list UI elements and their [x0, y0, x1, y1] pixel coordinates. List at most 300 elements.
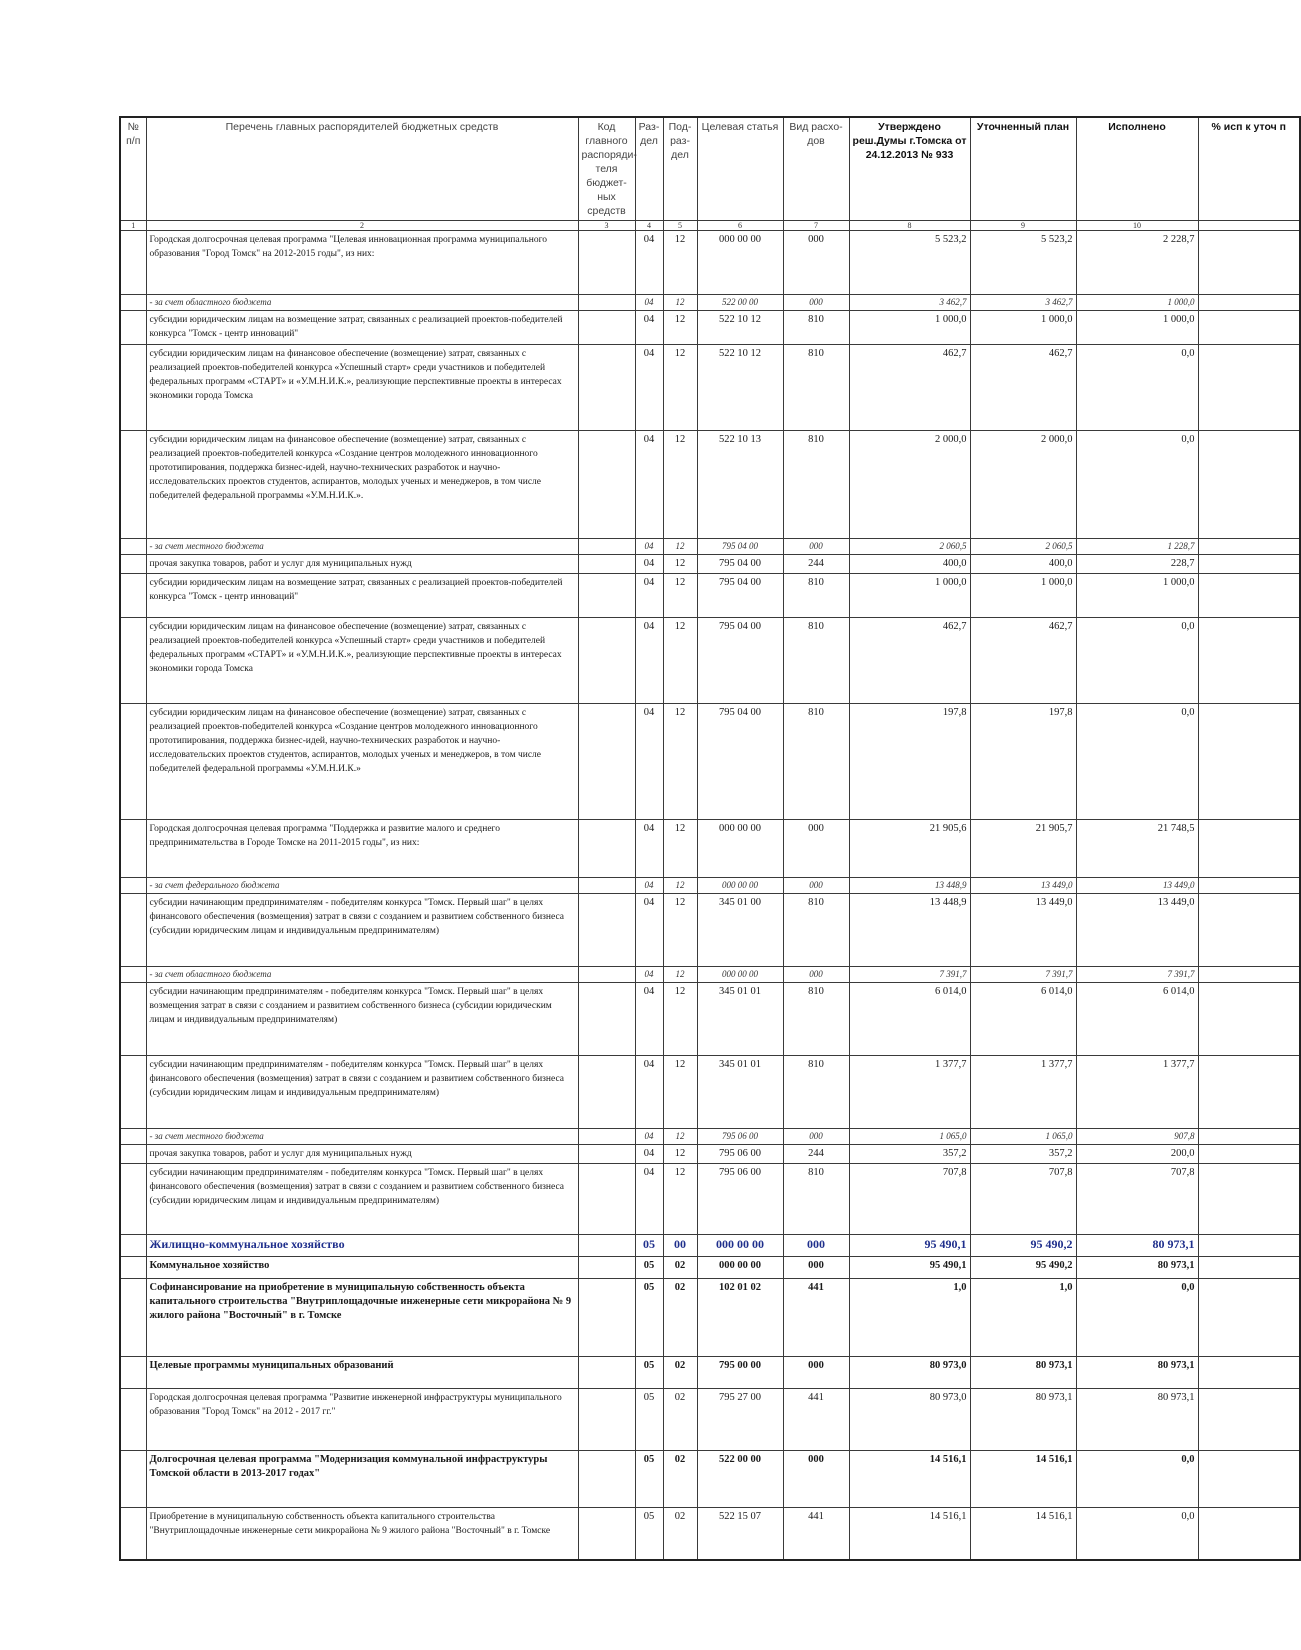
approved-cell: 462,7: [849, 345, 970, 431]
vid-cell: 000: [783, 1235, 849, 1257]
podrazdel-cell: 02: [663, 1389, 697, 1451]
name-cell: прочая закупка товаров, работ и услуг для муниципальных нужд: [146, 1145, 578, 1164]
executed-cell: 0,0: [1076, 1508, 1198, 1560]
num-cell: [120, 1129, 146, 1145]
name-cell: Городская долгосрочная целевая программа "Поддержка и развитие малого и среднего предпринимательства в Городе Томске на 2011-2015 годы", из них:: [146, 820, 578, 878]
num-cell: [120, 894, 146, 967]
name-cell: Городская долгосрочная целевая программа "Целевая инновационная программа муниципального образования "Город Томск" на 2012-2015 годы", из них:: [146, 231, 578, 295]
code-cell: [578, 1279, 635, 1357]
num-cell: [120, 1164, 146, 1235]
code-cell: [578, 878, 635, 894]
stat-cell: 795 04 00: [697, 704, 783, 820]
percent-cell: [1198, 574, 1300, 618]
name-cell: Долгосрочная целевая программа "Модернизация коммунальной инфраструктуры Томской области в 2013-2017 годах": [146, 1451, 578, 1508]
approved-cell: 5 523,2: [849, 231, 970, 295]
code-cell: [578, 1257, 635, 1279]
executed-cell: 2 228,7: [1076, 231, 1198, 295]
header-num: № п/п: [120, 117, 146, 221]
num-cell: [120, 1056, 146, 1129]
code-cell: [578, 1145, 635, 1164]
stat-cell: 795 04 00: [697, 618, 783, 704]
stat-cell: 345 01 01: [697, 983, 783, 1056]
razdel-cell: 04: [635, 1164, 663, 1235]
razdel-cell: 04: [635, 820, 663, 878]
col-number: 10: [1076, 221, 1198, 231]
podrazdel-cell: 02: [663, 1357, 697, 1389]
razdel-cell: 05: [635, 1508, 663, 1560]
num-cell: [120, 618, 146, 704]
plan-cell: 5 523,2: [970, 231, 1076, 295]
table-row: [120, 311, 1300, 345]
column-number-row: [120, 221, 1300, 231]
name-cell: Коммунальное хозяйство: [146, 1257, 578, 1279]
header-plan: Уточненный план: [970, 117, 1076, 221]
percent-cell: [1198, 1056, 1300, 1129]
executed-cell: 0,0: [1076, 618, 1198, 704]
podrazdel-cell: 12: [663, 820, 697, 878]
percent-cell: [1198, 1451, 1300, 1508]
vid-cell: 441: [783, 1508, 849, 1560]
table-row: [120, 1257, 1300, 1279]
vid-cell: 441: [783, 1389, 849, 1451]
vid-cell: 000: [783, 820, 849, 878]
num-cell: [120, 704, 146, 820]
podrazdel-cell: 12: [663, 618, 697, 704]
name-cell: субсидии начинающим предпринимателям - победителям конкурса "Томск. Первый шаг" в целях возмещения затрат в связи с созданием и развитием собственного бизнеса (субсидии юридическим лицам и индивидуальным предпринимателям): [146, 983, 578, 1056]
percent-cell: [1198, 1164, 1300, 1235]
col-number: [1198, 221, 1300, 231]
razdel-cell: 04: [635, 574, 663, 618]
vid-cell: 441: [783, 1279, 849, 1357]
table-row: [120, 618, 1300, 704]
podrazdel-cell: 12: [663, 983, 697, 1056]
code-cell: [578, 555, 635, 574]
header-approved: Утверждено реш.Думы г.Томска от 24.12.2013 № 933: [849, 117, 970, 221]
percent-cell: [1198, 555, 1300, 574]
percent-cell: [1198, 618, 1300, 704]
executed-cell: 13 449,0: [1076, 878, 1198, 894]
approved-cell: 357,2: [849, 1145, 970, 1164]
approved-cell: 2 060,5: [849, 539, 970, 555]
podrazdel-cell: 12: [663, 1164, 697, 1235]
num-cell: [120, 574, 146, 618]
approved-cell: 1 065,0: [849, 1129, 970, 1145]
stat-cell: 795 04 00: [697, 574, 783, 618]
approved-cell: 7 391,7: [849, 967, 970, 983]
table-row: [120, 1235, 1300, 1257]
table-row: [120, 1279, 1300, 1357]
budget-table: [119, 116, 1301, 1561]
plan-cell: 1 000,0: [970, 574, 1076, 618]
name-cell: Приобретение в муниципальную собственность объекта капитального строительства "Внутриплощадочные инженерные сети микрорайона № 9 жилого района "Восточный" в г. Томске: [146, 1508, 578, 1560]
executed-cell: 1 228,7: [1076, 539, 1198, 555]
approved-cell: 80 973,0: [849, 1389, 970, 1451]
podrazdel-cell: 02: [663, 1279, 697, 1357]
code-cell: [578, 311, 635, 345]
razdel-cell: 04: [635, 231, 663, 295]
col-number: 9: [970, 221, 1076, 231]
vid-cell: 000: [783, 539, 849, 555]
percent-cell: [1198, 1235, 1300, 1257]
code-cell: [578, 820, 635, 878]
executed-cell: 0,0: [1076, 704, 1198, 820]
razdel-cell: 04: [635, 295, 663, 311]
stat-cell: 000 00 00: [697, 1235, 783, 1257]
podrazdel-cell: 02: [663, 1451, 697, 1508]
approved-cell: 2 000,0: [849, 431, 970, 539]
code-cell: [578, 1389, 635, 1451]
percent-cell: [1198, 1129, 1300, 1145]
executed-cell: 80 973,1: [1076, 1257, 1198, 1279]
percent-cell: [1198, 820, 1300, 878]
approved-cell: 707,8: [849, 1164, 970, 1235]
name-cell: - за счет местного бюджета: [146, 1129, 578, 1145]
podrazdel-cell: 12: [663, 555, 697, 574]
podrazdel-cell: 12: [663, 704, 697, 820]
executed-cell: 1 000,0: [1076, 311, 1198, 345]
header-percent: % исп к уточ п: [1198, 117, 1300, 221]
plan-cell: 400,0: [970, 555, 1076, 574]
stat-cell: 000 00 00: [697, 1257, 783, 1279]
num-cell: [120, 1357, 146, 1389]
stat-cell: 000 00 00: [697, 967, 783, 983]
name-cell: субсидии юридическим лицам на финансовое обеспечение (возмещение) затрат, связанных с реализацией проектов-победителей конкурса «Успешный старт» среди участников и победителей федеральных программ «СТАРТ» и «У.М.Н.И.К.», реализующие перспективные проекты в интересах экономики города Томска: [146, 345, 578, 431]
podrazdel-cell: 12: [663, 574, 697, 618]
plan-cell: 1,0: [970, 1279, 1076, 1357]
num-cell: [120, 878, 146, 894]
header-vid: Вид расхо-дов: [783, 117, 849, 221]
stat-cell: 102 01 02: [697, 1279, 783, 1357]
executed-cell: 0,0: [1076, 1451, 1198, 1508]
razdel-cell: 05: [635, 1235, 663, 1257]
stat-cell: 000 00 00: [697, 878, 783, 894]
plan-cell: 95 490,2: [970, 1235, 1076, 1257]
approved-cell: 1 000,0: [849, 311, 970, 345]
name-cell: прочая закупка товаров, работ и услуг для муниципальных нужд: [146, 555, 578, 574]
table-row: [120, 345, 1300, 431]
code-cell: [578, 1508, 635, 1560]
executed-cell: 0,0: [1076, 345, 1198, 431]
num-cell: [120, 231, 146, 295]
num-cell: [120, 1279, 146, 1357]
plan-cell: 95 490,2: [970, 1257, 1076, 1279]
code-cell: [578, 295, 635, 311]
vid-cell: 810: [783, 1164, 849, 1235]
percent-cell: [1198, 539, 1300, 555]
approved-cell: 1 000,0: [849, 574, 970, 618]
code-cell: [578, 1164, 635, 1235]
plan-cell: 1 377,7: [970, 1056, 1076, 1129]
col-number: 7: [783, 221, 849, 231]
name-cell: субсидии начинающим предпринимателям - победителям конкурса "Томск. Первый шаг" в целях финансового обеспечения (возмещения) затрат в связи с созданием и развитием собственного бизнеса (субсидии юридическим лицам и индивидуальным предпринимателям): [146, 1164, 578, 1235]
podrazdel-cell: 02: [663, 1508, 697, 1560]
vid-cell: 810: [783, 431, 849, 539]
approved-cell: 3 462,7: [849, 295, 970, 311]
table-row: [120, 967, 1300, 983]
code-cell: [578, 967, 635, 983]
approved-cell: 21 905,6: [849, 820, 970, 878]
podrazdel-cell: 12: [663, 1145, 697, 1164]
header-executed: Исполнено: [1076, 117, 1198, 221]
stat-cell: 522 00 00: [697, 295, 783, 311]
approved-cell: 197,8: [849, 704, 970, 820]
num-cell: [120, 820, 146, 878]
podrazdel-cell: 02: [663, 1257, 697, 1279]
vid-cell: 810: [783, 894, 849, 967]
percent-cell: [1198, 967, 1300, 983]
vid-cell: 000: [783, 1451, 849, 1508]
razdel-cell: 04: [635, 983, 663, 1056]
table-row: [120, 295, 1300, 311]
stat-cell: 000 00 00: [697, 820, 783, 878]
vid-cell: 810: [783, 345, 849, 431]
table-row: [120, 878, 1300, 894]
name-cell: - за счет областного бюджета: [146, 967, 578, 983]
header-razdel: Раз-дел: [635, 117, 663, 221]
num-cell: [120, 1451, 146, 1508]
name-cell: субсидии юридическим лицам на возмещение затрат, связанных с реализацией проектов-победителей конкурса "Томск - центр инноваций": [146, 574, 578, 618]
col-number: 8: [849, 221, 970, 231]
plan-cell: 80 973,1: [970, 1389, 1076, 1451]
executed-cell: 228,7: [1076, 555, 1198, 574]
name-cell: Софинансирование на приобретение в муниципальную собственность объекта капитального строительства "Внутриплощадочные инженерные сети микрорайона № 9 жилого района "Восточный" в г. Томске: [146, 1279, 578, 1357]
plan-cell: 357,2: [970, 1145, 1076, 1164]
col-number: 1: [120, 221, 146, 231]
percent-cell: [1198, 1357, 1300, 1389]
vid-cell: 810: [783, 983, 849, 1056]
razdel-cell: 05: [635, 1357, 663, 1389]
code-cell: [578, 1129, 635, 1145]
name-cell: Целевые программы муниципальных образований: [146, 1357, 578, 1389]
razdel-cell: 04: [635, 1145, 663, 1164]
percent-cell: [1198, 1389, 1300, 1451]
podrazdel-cell: 12: [663, 431, 697, 539]
code-cell: [578, 1357, 635, 1389]
num-cell: [120, 431, 146, 539]
plan-cell: 7 391,7: [970, 967, 1076, 983]
code-cell: [578, 431, 635, 539]
razdel-cell: 04: [635, 618, 663, 704]
num-cell: [120, 1508, 146, 1560]
table-row: [120, 555, 1300, 574]
name-cell: субсидии юридическим лицам на финансовое обеспечение (возмещение) затрат, связанных с реализацией проектов-победителей конкурса «Создание центров молодежного инновационного прототипирования, поддержка бизнес-идей, научно-технических разработок и научно-исследовательских проектов студентов, аспирантов, молодых ученых и менеджеров, в том числе победителей федеральной программы «У.М.Н.И.К.».: [146, 431, 578, 539]
col-number: 3: [578, 221, 635, 231]
code-cell: [578, 983, 635, 1056]
plan-cell: 197,8: [970, 704, 1076, 820]
name-cell: - за счет областного бюджета: [146, 295, 578, 311]
vid-cell: 000: [783, 967, 849, 983]
header-row: [120, 117, 1300, 221]
plan-cell: 2 000,0: [970, 431, 1076, 539]
razdel-cell: 05: [635, 1451, 663, 1508]
name-cell: - за счет федерального бюджета: [146, 878, 578, 894]
plan-cell: 13 449,0: [970, 894, 1076, 967]
executed-cell: 907,8: [1076, 1129, 1198, 1145]
approved-cell: 1 377,7: [849, 1056, 970, 1129]
percent-cell: [1198, 311, 1300, 345]
vid-cell: 000: [783, 1357, 849, 1389]
approved-cell: 13 448,9: [849, 894, 970, 967]
table-row: [120, 539, 1300, 555]
razdel-cell: 05: [635, 1279, 663, 1357]
code-cell: [578, 1235, 635, 1257]
podrazdel-cell: 12: [663, 311, 697, 345]
podrazdel-cell: 12: [663, 345, 697, 431]
header-code: Код главного распоряди-теля бюджет-ных средств: [578, 117, 635, 221]
podrazdel-cell: 12: [663, 967, 697, 983]
plan-cell: 14 516,1: [970, 1451, 1076, 1508]
num-cell: [120, 311, 146, 345]
razdel-cell: 04: [635, 704, 663, 820]
table-row: [120, 1389, 1300, 1451]
header-stat: Целевая статья: [697, 117, 783, 221]
vid-cell: 000: [783, 295, 849, 311]
num-cell: [120, 1235, 146, 1257]
stat-cell: 795 06 00: [697, 1164, 783, 1235]
name-cell: субсидии юридическим лицам на возмещение затрат, связанных с реализацией проектов-победителей конкурса "Томск - центр инноваций": [146, 311, 578, 345]
executed-cell: 707,8: [1076, 1164, 1198, 1235]
percent-cell: [1198, 295, 1300, 311]
vid-cell: 810: [783, 1056, 849, 1129]
table-row: [120, 983, 1300, 1056]
razdel-cell: 04: [635, 555, 663, 574]
table-row: [120, 704, 1300, 820]
header-podrazdel: Под-раз-дел: [663, 117, 697, 221]
podrazdel-cell: 12: [663, 1056, 697, 1129]
table-row: [120, 574, 1300, 618]
approved-cell: 95 490,1: [849, 1257, 970, 1279]
plan-cell: 13 449,0: [970, 878, 1076, 894]
name-cell: Жилищно-коммунальное хозяйство: [146, 1235, 578, 1257]
stat-cell: 345 01 00: [697, 894, 783, 967]
podrazdel-cell: 12: [663, 1129, 697, 1145]
stat-cell: 345 01 01: [697, 1056, 783, 1129]
code-cell: [578, 345, 635, 431]
vid-cell: 000: [783, 1257, 849, 1279]
stat-cell: 522 15 07: [697, 1508, 783, 1560]
code-cell: [578, 704, 635, 820]
executed-cell: 200,0: [1076, 1145, 1198, 1164]
razdel-cell: 04: [635, 894, 663, 967]
approved-cell: 1,0: [849, 1279, 970, 1357]
vid-cell: 000: [783, 231, 849, 295]
razdel-cell: 04: [635, 311, 663, 345]
stat-cell: 795 00 00: [697, 1357, 783, 1389]
approved-cell: 14 516,1: [849, 1508, 970, 1560]
header-name: Перечень главных распорядителей бюджетных средств: [146, 117, 578, 221]
name-cell: Городская долгосрочная целевая программа "Развитие инженерной инфраструктуры муниципального образования "Город Томск" на 2012 - 2017 гг.": [146, 1389, 578, 1451]
percent-cell: [1198, 345, 1300, 431]
razdel-cell: 04: [635, 878, 663, 894]
percent-cell: [1198, 231, 1300, 295]
table-row: [120, 431, 1300, 539]
executed-cell: 13 449,0: [1076, 894, 1198, 967]
vid-cell: 810: [783, 704, 849, 820]
table-row: [120, 1451, 1300, 1508]
podrazdel-cell: 12: [663, 231, 697, 295]
approved-cell: 95 490,1: [849, 1235, 970, 1257]
num-cell: [120, 1257, 146, 1279]
code-cell: [578, 231, 635, 295]
executed-cell: 7 391,7: [1076, 967, 1198, 983]
plan-cell: 1 065,0: [970, 1129, 1076, 1145]
plan-cell: 3 462,7: [970, 295, 1076, 311]
table-row: [120, 1508, 1300, 1560]
plan-cell: 21 905,7: [970, 820, 1076, 878]
plan-cell: 1 000,0: [970, 311, 1076, 345]
stat-cell: 522 10 12: [697, 345, 783, 431]
percent-cell: [1198, 878, 1300, 894]
vid-cell: 244: [783, 555, 849, 574]
percent-cell: [1198, 983, 1300, 1056]
approved-cell: 400,0: [849, 555, 970, 574]
vid-cell: 810: [783, 618, 849, 704]
executed-cell: 6 014,0: [1076, 983, 1198, 1056]
stat-cell: 522 10 12: [697, 311, 783, 345]
name-cell: субсидии начинающим предпринимателям - победителям конкурса "Томск. Первый шаг" в целях финансового обеспечения (возмещения) затрат в связи с созданием и развитием собственного бизнеса (субсидии юридическим лицам и индивидуальным предпринимателям): [146, 894, 578, 967]
num-cell: [120, 345, 146, 431]
executed-cell: 21 748,5: [1076, 820, 1198, 878]
col-number: 4: [635, 221, 663, 231]
razdel-cell: 04: [635, 539, 663, 555]
num-cell: [120, 539, 146, 555]
percent-cell: [1198, 894, 1300, 967]
name-cell: субсидии начинающим предпринимателям - победителям конкурса "Томск. Первый шаг" в целях финансового обеспечения (возмещения) затрат в связи с созданием и развитием собственного бизнеса (субсидии юридическим лицам и индивидуальным предпринимателям): [146, 1056, 578, 1129]
code-cell: [578, 539, 635, 555]
approved-cell: 6 014,0: [849, 983, 970, 1056]
razdel-cell: 05: [635, 1389, 663, 1451]
table-row: [120, 1357, 1300, 1389]
num-cell: [120, 983, 146, 1056]
code-cell: [578, 618, 635, 704]
executed-cell: 1 000,0: [1076, 295, 1198, 311]
stat-cell: 000 00 00: [697, 231, 783, 295]
num-cell: [120, 1389, 146, 1451]
approved-cell: 80 973,0: [849, 1357, 970, 1389]
vid-cell: 000: [783, 878, 849, 894]
code-cell: [578, 1056, 635, 1129]
executed-cell: 80 973,1: [1076, 1389, 1198, 1451]
vid-cell: 810: [783, 311, 849, 345]
percent-cell: [1198, 704, 1300, 820]
executed-cell: 0,0: [1076, 431, 1198, 539]
percent-cell: [1198, 1279, 1300, 1357]
podrazdel-cell: 12: [663, 295, 697, 311]
executed-cell: 1 377,7: [1076, 1056, 1198, 1129]
num-cell: [120, 295, 146, 311]
name-cell: субсидии юридическим лицам на финансовое обеспечение (возмещение) затрат, связанных с реализацией проектов-победителей конкурса «Успешный старт» среди участников и победителей федеральных программ «СТАРТ» и «У.М.Н.И.К.», реализующие перспективные проекты в интересах экономики города Томска: [146, 618, 578, 704]
table-row: [120, 1164, 1300, 1235]
approved-cell: 14 516,1: [849, 1451, 970, 1508]
table-row: [120, 1145, 1300, 1164]
stat-cell: 795 27 00: [697, 1389, 783, 1451]
stat-cell: 522 10 13: [697, 431, 783, 539]
plan-cell: 6 014,0: [970, 983, 1076, 1056]
table-row: [120, 1129, 1300, 1145]
executed-cell: 1 000,0: [1076, 574, 1198, 618]
executed-cell: 80 973,1: [1076, 1357, 1198, 1389]
table-row: [120, 820, 1300, 878]
vid-cell: 244: [783, 1145, 849, 1164]
stat-cell: 522 00 00: [697, 1451, 783, 1508]
podrazdel-cell: 12: [663, 894, 697, 967]
vid-cell: 000: [783, 1129, 849, 1145]
podrazdel-cell: 12: [663, 878, 697, 894]
plan-cell: 462,7: [970, 618, 1076, 704]
col-number: 5: [663, 221, 697, 231]
plan-cell: 2 060,5: [970, 539, 1076, 555]
col-number: 6: [697, 221, 783, 231]
